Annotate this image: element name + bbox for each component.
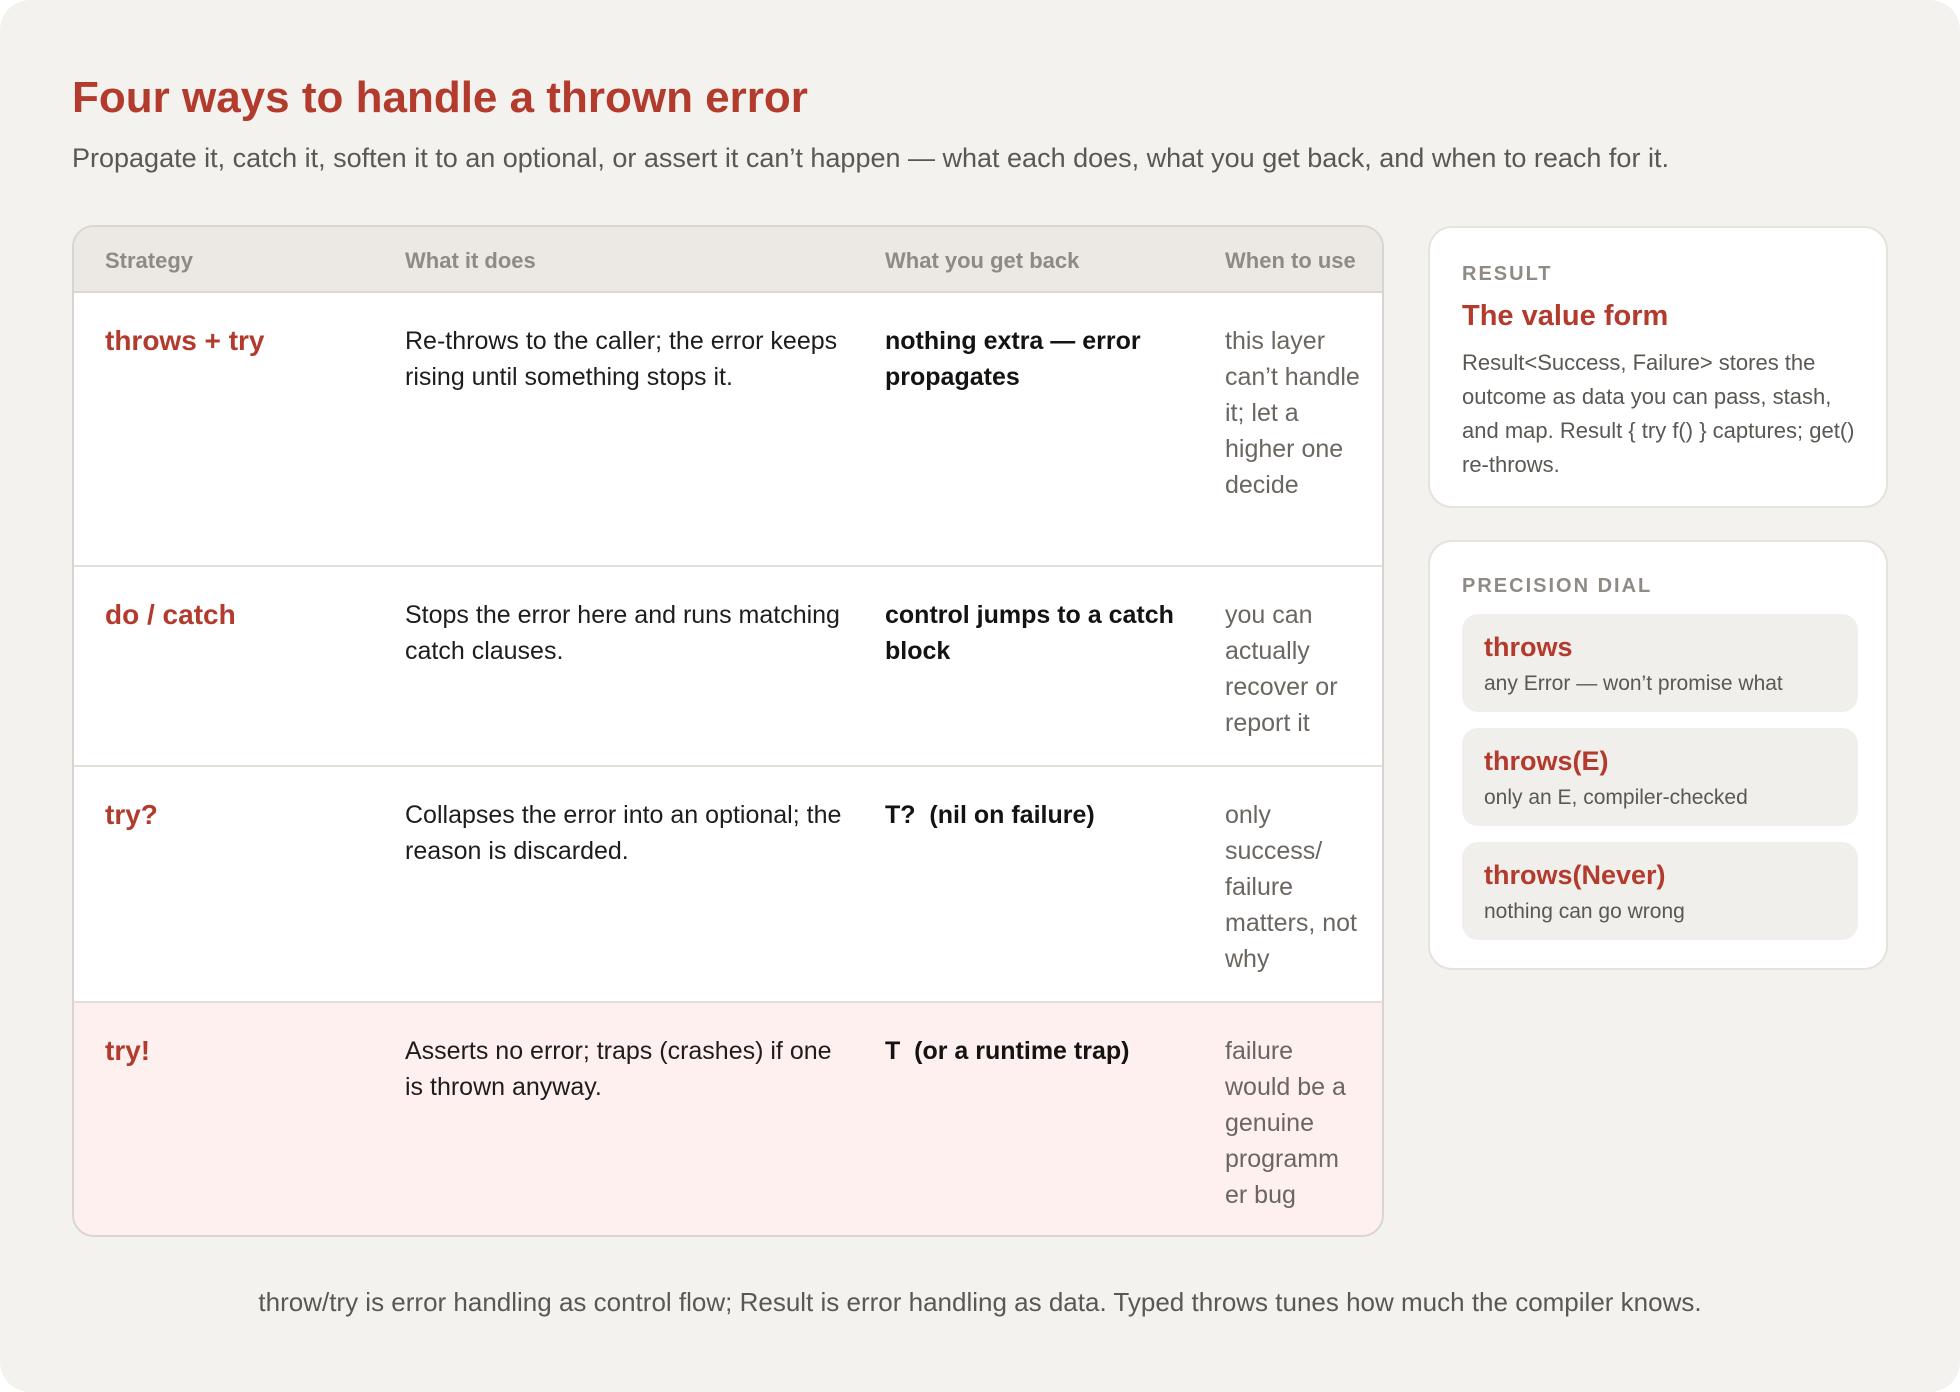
column-header-when-to-use: When to use [1225,248,1356,273]
when-to-use-cell: failure would be a genuine programm er bug [1225,1037,1346,1209]
when-to-use-cell: only success/ failure matters, not why [1225,801,1357,973]
result-title: The value form [1462,300,1669,332]
precision-dial-panel [1428,540,1888,970]
what-it-does-cell: Asserts no error; traps (crashes) if one is thrown anyway. [405,1037,832,1101]
precision-item-throws-never [1462,842,1858,940]
strategy-cell: try! [105,1035,151,1066]
strategy-table [72,225,1384,1237]
result-panel [1428,226,1888,508]
page-title: Four ways to handle a thrown error [72,73,808,122]
precision-item-desc: only an E, compiler-checked [1484,786,1748,809]
precision-dial-eyebrow: PRECISION DIAL [1462,575,1653,597]
result-eyebrow: RESULT [1462,263,1553,285]
column-header-what-you-get-back: What you get back [885,248,1080,273]
strategy-cell: do / catch [105,599,236,630]
when-to-use-cell: this layer can’t handle it; let a higher one decide [1225,327,1360,499]
what-you-get-back-cell: T? (nil on failure) [885,801,1095,829]
page-subtitle: Propagate it, catch it, soften it to an optional, or assert it can’t happen — what each does, what you get back, and when to reach for it. [72,143,1669,173]
footer-note: throw/try is error handling as control flow; Result is error handling as data. Typed throws tunes how much the compiler knows. [258,1287,1702,1317]
precision-item-throws [1462,614,1858,712]
what-you-get-back-cell: T (or a runtime trap) [885,1037,1130,1065]
table-header [74,227,1382,293]
what-it-does-cell: Collapses the error into an optional; the reason is discarded. [405,801,842,865]
result-body: Result<Success, Failure> stores the outcome as data you can pass, stash, and map. Result { try f() } captures; get() re-throws. [1462,350,1855,477]
precision-item-throws-e [1462,728,1858,826]
table-row [74,1001,1382,1237]
when-to-use-cell: you can actually recover or report it [1225,601,1338,737]
column-header-what-it-does: What it does [405,248,536,273]
what-you-get-back-cell: nothing extra — error propagates [885,327,1141,391]
strategy-cell: throws + try [105,325,265,356]
table-row [74,765,1382,1001]
precision-item-label: throws(Never) [1484,860,1666,890]
what-it-does-cell: Re-throws to the caller; the error keeps rising until something stops it. [405,327,838,391]
strategy-cell: try? [105,799,158,830]
what-it-does-cell: Stops the error here and runs matching catch clauses. [405,601,840,665]
precision-item-label: throws [1484,632,1573,662]
what-you-get-back-cell: control jumps to a catch block [885,601,1174,665]
precision-item-desc: any Error — won’t promise what [1484,672,1783,695]
table-row [74,565,1382,765]
precision-item-desc: nothing can go wrong [1484,900,1685,923]
table-row [74,293,1382,565]
precision-item-label: throws(E) [1484,746,1609,776]
column-header-strategy: Strategy [105,248,194,273]
